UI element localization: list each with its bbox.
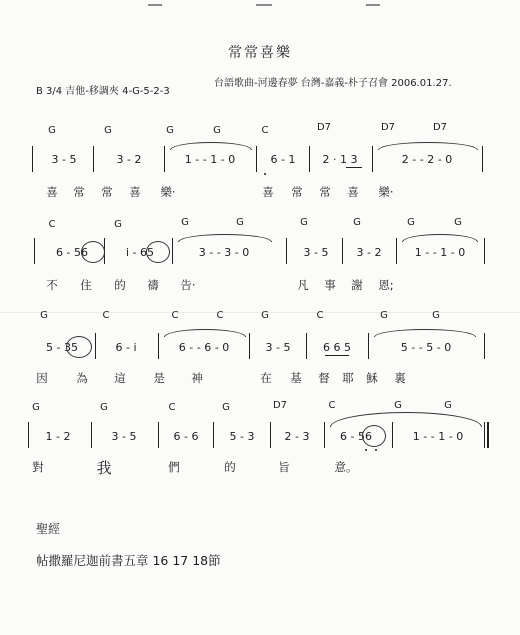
tie (330, 412, 482, 427)
scripture-heading: 聖經 (36, 522, 61, 536)
chord: G (222, 402, 230, 413)
note-circle (362, 425, 386, 447)
lyric: 裏 (394, 371, 406, 385)
chord: C (102, 310, 110, 321)
chord: D7 (272, 400, 288, 411)
chord: G (104, 125, 112, 136)
note-circle (81, 241, 105, 263)
lyric: 常 (73, 185, 85, 199)
chord: C (168, 402, 176, 413)
scan-mark (148, 4, 162, 6)
lyric: 是 (153, 371, 165, 385)
measure-notes: 2 · 1 3 (322, 153, 358, 166)
measure-notes: 6 - - 6 - 0 (178, 341, 230, 354)
measure-notes: 3 - 2 (356, 246, 382, 259)
barline (213, 422, 214, 448)
lyric: 禱 (147, 278, 159, 292)
measure-notes: 1 - 2 (45, 430, 71, 443)
lyric: 督 (318, 371, 330, 385)
measure-notes: 6 6 5 (323, 341, 351, 354)
lyric: 告· (180, 278, 196, 292)
barline (270, 422, 271, 448)
measure-notes: i - 65 (125, 246, 155, 259)
measure-notes: 3 - 2 (116, 153, 142, 166)
measure-notes: 6 - 56 (56, 246, 88, 259)
octave-dot (365, 449, 367, 451)
tie (402, 234, 478, 242)
scan-mark (366, 4, 380, 6)
measure-notes: 6 - 1 (270, 153, 296, 166)
lyric: 我 (96, 459, 112, 477)
lyric: 在 (260, 371, 272, 385)
lyric: 基 (290, 371, 302, 385)
barline (158, 422, 159, 448)
barline (484, 422, 485, 448)
tie (164, 329, 246, 337)
barline (172, 238, 173, 264)
barline (324, 422, 325, 448)
barline (368, 333, 369, 359)
lyric: 常 (319, 185, 331, 199)
chord: G (236, 217, 244, 228)
lyric: 們 (168, 460, 180, 474)
tie (378, 142, 478, 150)
lyric: 因 (36, 371, 48, 385)
chord: G (114, 219, 122, 230)
barline (286, 238, 287, 264)
barline (396, 238, 397, 264)
lyric: 耶 (342, 371, 354, 385)
measure-notes: 6 - 56 (340, 430, 372, 443)
measure-notes: 3 - 5 (51, 153, 77, 166)
lyric: 穌 (366, 371, 378, 385)
lyric: 樂· (378, 185, 394, 199)
lyric: 喜 (46, 185, 58, 199)
key-info: B 3/4 吉他-移調夾 4-G-5-2-3 (36, 86, 170, 97)
chord: G (40, 310, 48, 321)
barline (249, 333, 250, 359)
barline (372, 146, 373, 172)
chord: G (407, 217, 415, 228)
chord: C (171, 310, 179, 321)
lyric: 喜 (129, 185, 141, 199)
barline (484, 333, 485, 359)
chord: D7 (380, 122, 396, 133)
scan-mark (256, 4, 272, 6)
note-circle (66, 336, 92, 358)
barline (28, 422, 29, 448)
chord: G (48, 125, 56, 136)
chord: G (213, 125, 221, 136)
final-barline (487, 422, 489, 448)
lyric: 恩; (378, 278, 394, 292)
song-title: 常常喜樂 (228, 45, 292, 61)
scripture-reference: 帖撒羅尼迦前書五章 16 17 18節 (36, 553, 221, 568)
lyric: 為 (76, 371, 88, 385)
barline (164, 146, 165, 172)
barline (158, 333, 159, 359)
barline (34, 238, 35, 264)
lyric: 這 (114, 371, 126, 385)
barline (95, 333, 96, 359)
lyric: 的 (224, 460, 236, 474)
measure-notes: 3 - 5 (265, 341, 291, 354)
chord: G (394, 400, 402, 411)
chord: D7 (432, 122, 448, 133)
chord: G (166, 125, 174, 136)
chord: G (261, 310, 269, 321)
lyric: 意。 (334, 460, 358, 474)
chord: C (216, 310, 224, 321)
tie (178, 234, 272, 242)
barline (484, 238, 485, 264)
lyric: 不 (46, 278, 58, 292)
measure-notes: 1 - - 1 - 0 (414, 246, 466, 259)
lyric: 樂· (160, 185, 176, 199)
measure-notes: 2 - 3 (284, 430, 310, 443)
measure-notes: 3 - - 3 - 0 (198, 246, 250, 259)
beam (325, 355, 349, 356)
measure-notes: 2 - - 2 - 0 (401, 153, 453, 166)
chord: G (353, 217, 361, 228)
lyric: 神 (191, 371, 203, 385)
page-fold (0, 312, 520, 313)
measure-notes: 6 - 6 (173, 430, 199, 443)
lyric: 謝 (351, 278, 363, 292)
note-circle (146, 241, 170, 263)
measure-notes: 1 - - 1 - 0 (184, 153, 236, 166)
chord: C (316, 310, 324, 321)
chord: G (432, 310, 440, 321)
beam (346, 167, 362, 168)
chord: C (48, 219, 56, 230)
lyric: 常 (101, 185, 113, 199)
chord: C (328, 400, 336, 411)
chord: G (380, 310, 388, 321)
lyric: 凡 (297, 278, 309, 292)
lyric: 的 (114, 278, 126, 292)
lyric: 事 (324, 278, 336, 292)
measure-notes: 5 - 3 (229, 430, 255, 443)
barline (309, 146, 310, 172)
chord: D7 (316, 122, 332, 133)
barline (32, 146, 33, 172)
barline (306, 333, 307, 359)
lyric: 旨 (278, 460, 290, 474)
song-credit: 台語歌曲-河邊春夢 台灣-嘉義-朴子召會 2006.01.27. (214, 78, 452, 89)
barline (93, 146, 94, 172)
barline (342, 238, 343, 264)
octave-dot (264, 173, 266, 175)
chord: G (181, 217, 189, 228)
measure-notes: 6 - i (115, 341, 137, 354)
chord: G (32, 402, 40, 413)
chord: G (300, 217, 308, 228)
measure-notes: 3 - 5 (303, 246, 329, 259)
measure-notes: 5 - 35 (46, 341, 78, 354)
chord: C (261, 125, 269, 136)
lyric: 喜 (347, 185, 359, 199)
lyric: 喜 (262, 185, 274, 199)
measure-notes: 5 - - 5 - 0 (400, 341, 452, 354)
measure-notes: 1 - - 1 - 0 (412, 430, 464, 443)
chord: G (444, 400, 452, 411)
lyric: 對 (32, 460, 44, 474)
lyric: 住 (80, 278, 92, 292)
octave-dot (375, 449, 377, 451)
chord: G (454, 217, 462, 228)
measure-notes: 3 - 5 (111, 430, 137, 443)
barline (91, 422, 92, 448)
barline (256, 146, 257, 172)
tie (170, 142, 252, 150)
barline (482, 146, 483, 172)
tie (374, 329, 476, 337)
chord: G (100, 402, 108, 413)
lyric: 常 (291, 185, 303, 199)
